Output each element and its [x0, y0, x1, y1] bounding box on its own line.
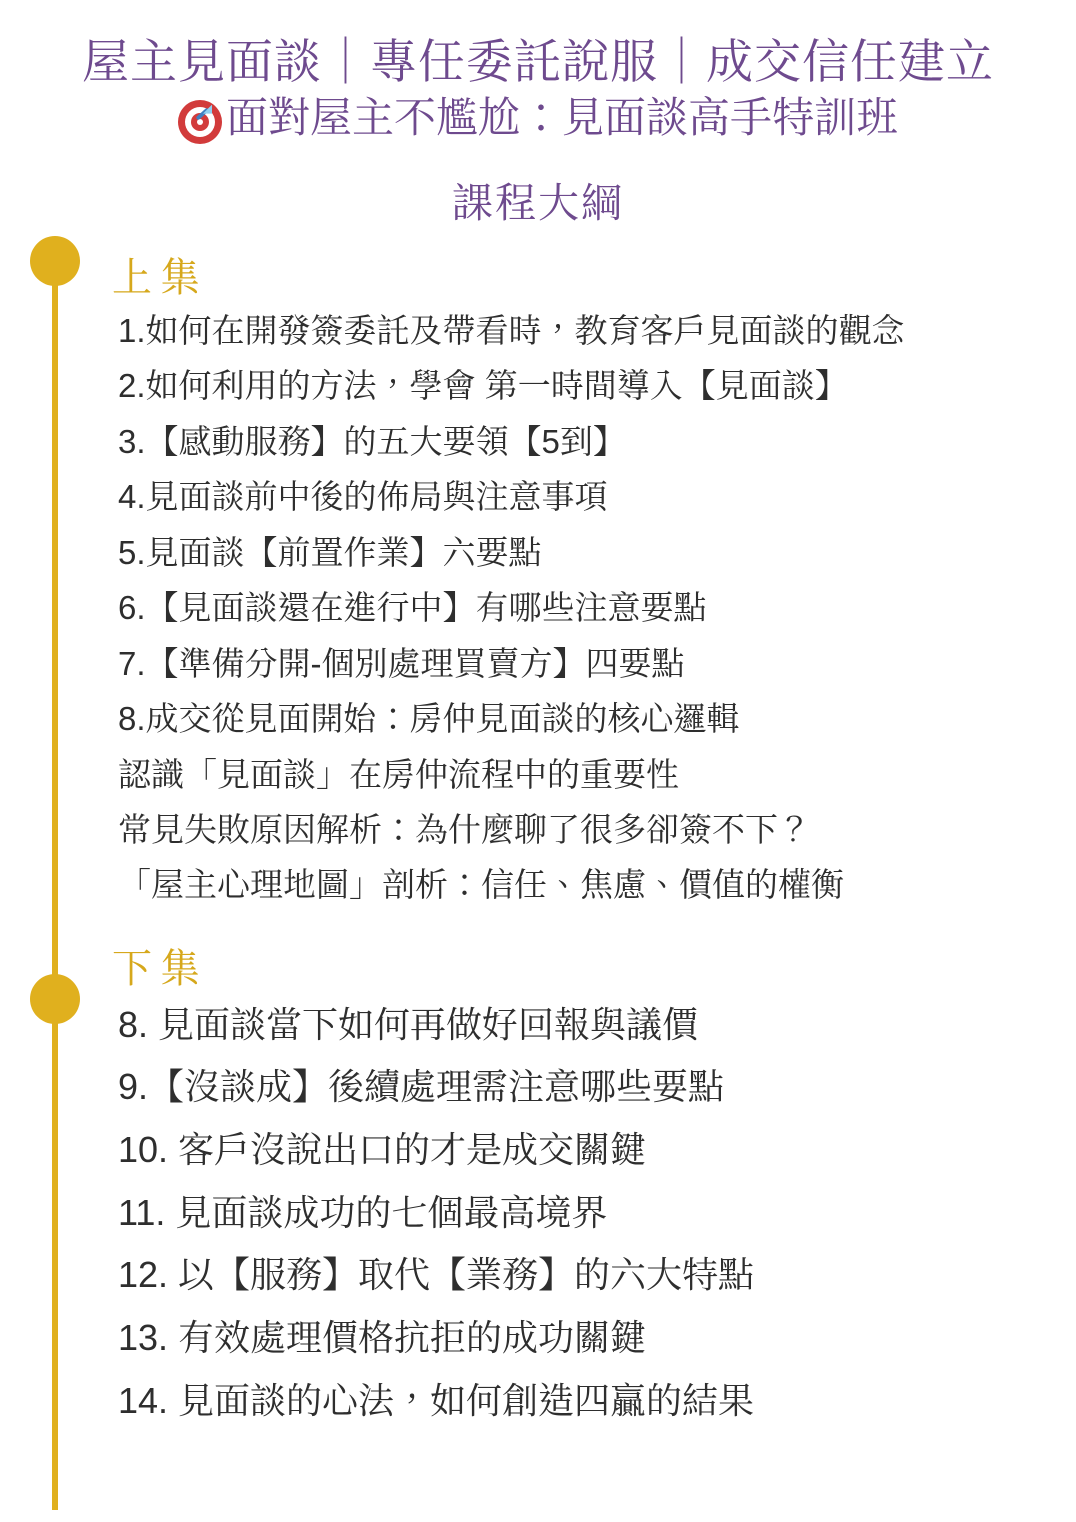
- list-item: 5.見面談【前置作業】六要點: [118, 533, 542, 571]
- list-item: 7.【準備分開-個別處理買賣方】四要點: [118, 644, 685, 682]
- list-item: 13. 有效處理價格抗拒的成功關鍵: [118, 1316, 647, 1358]
- part-upper-label: 上集: [112, 256, 208, 300]
- part-upper-list: [0, 303, 1076, 913]
- list-item: 4.見面談前中後的佈局與注意事項: [118, 478, 608, 516]
- list-item: 9.【沒談成】後續處理需注意哪些要點: [118, 1066, 725, 1108]
- poster-title-line1: 屋主見面談｜專任委託說服｜成交信任建立: [82, 35, 994, 88]
- list-item: 1.如何在開發簽委託及帶看時，教育客戶見面談的觀念: [118, 312, 905, 349]
- poster-title-line2: [0, 93, 1076, 143]
- poster-header: [0, 0, 1076, 144]
- course-outline: [0, 228, 1076, 1432]
- part-upper: [0, 246, 1076, 913]
- list-item: 認識「見面談」在房仲流程中的重要性: [118, 755, 679, 793]
- poster-subtitle-text: 面對屋主不尷尬：見面談高手特訓班: [225, 94, 898, 142]
- part-lower-list: [0, 994, 1076, 1432]
- list-item: 「屋主心理地圖」剖析：信任、焦慮、價值的權衡: [118, 866, 844, 904]
- list-item: 6.【見面談還在進行中】有哪些注意要點: [118, 589, 707, 627]
- list-item: 常見失敗原因解析：為什麼聊了很多卻簽不下？: [118, 810, 811, 848]
- list-item: 8.成交從見面開始：房仲見面談的核心邏輯: [118, 700, 740, 738]
- part-lower-label: 下集: [112, 946, 208, 991]
- section-heading: 課程大綱: [452, 179, 624, 226]
- list-item: 12. 以【服務】取代【業務】的六大特點: [118, 1254, 755, 1296]
- list-item: 11. 見面談成功的七個最高境界: [118, 1191, 608, 1233]
- list-item: 8. 見面談當下如何再做好回報與議價: [118, 1003, 699, 1045]
- target-dart-icon: [178, 100, 222, 144]
- list-item: 2.如何利用的方法，學會 第一時間導入【見面談】: [118, 367, 848, 405]
- part-lower: [0, 937, 1076, 1432]
- list-item: 3.【感動服務】的五大要領【5到】: [118, 422, 626, 460]
- list-item: 10. 客戶沒說出口的才是成交關鍵: [118, 1129, 647, 1171]
- list-item: 14. 見面談的心法，如何創造四贏的結果: [118, 1379, 755, 1421]
